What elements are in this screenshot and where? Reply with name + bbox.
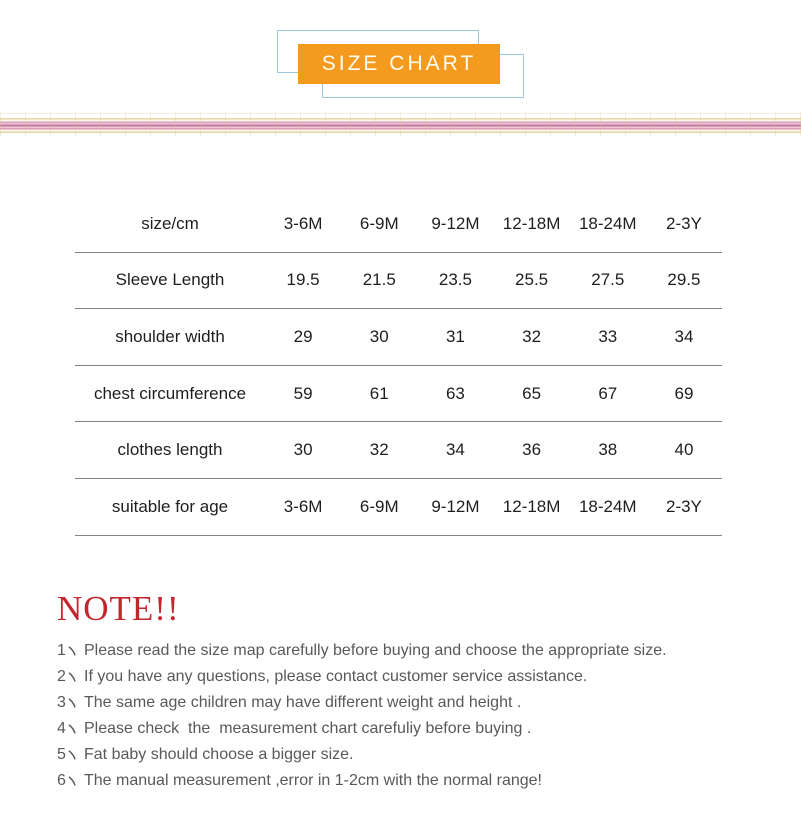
note-number: 4: [57, 719, 84, 739]
note-number: 2: [57, 667, 84, 687]
note-text: Please read the size map carefully before buying and choose the appropriate size.: [84, 642, 667, 659]
note-list: [57, 641, 757, 797]
ideographic-comma-icon: [68, 724, 77, 734]
note-text: Please check the measurement chart carefuliy before buying .: [84, 720, 532, 737]
decorative-stripe-divider: [0, 112, 801, 136]
size-table: [75, 196, 722, 536]
note-text: The same age children may have different weight and height .: [84, 694, 522, 711]
table-cell: 21.5: [362, 270, 396, 290]
table-cell: 32: [369, 440, 389, 460]
row-label: suitable for age: [111, 496, 229, 516]
note-item: [57, 745, 757, 765]
note-item: [57, 693, 757, 713]
note-text: The manual measurement ,error in 1-2cm with the normal range!: [84, 772, 542, 789]
note-number: 3: [57, 693, 84, 713]
row-label: shoulder width: [115, 326, 225, 346]
table-cell: 31: [445, 326, 465, 346]
table-cell: 67: [598, 383, 618, 403]
ideographic-comma-icon: [68, 698, 77, 708]
table-cell: 30: [369, 326, 389, 346]
table-cell: 59: [293, 383, 313, 403]
table-cell: 19.5: [286, 270, 320, 290]
note-item: [57, 771, 757, 791]
note-heading: NOTE!!: [57, 589, 180, 628]
table-cell: 3-6M: [283, 496, 323, 516]
table-cell: 63: [445, 383, 465, 403]
table-cell: 12-18M: [502, 213, 561, 233]
table-cell: 38: [598, 440, 618, 460]
table-cell: 29: [293, 326, 313, 346]
table-row-shoulder-width: [75, 309, 722, 366]
ideographic-comma-icon: [68, 672, 77, 682]
ideographic-comma-icon: [68, 646, 77, 656]
table-row-clothes-length: [75, 422, 722, 479]
note-text: If you have any questions, please contact customer service assistance.: [84, 668, 588, 685]
note-text: Fat baby should choose a bigger size.: [84, 746, 354, 763]
table-cell: 9-12M: [431, 496, 480, 516]
note-number: 5: [57, 745, 84, 765]
table-cell: 33: [598, 326, 618, 346]
note-item: [57, 719, 757, 739]
table-cell: 65: [522, 383, 542, 403]
size-chart-banner: [298, 44, 500, 84]
note-number: 1: [57, 641, 84, 661]
table-cell: 2-3Y: [665, 213, 702, 233]
ideographic-comma-icon: [68, 750, 77, 760]
table-cell: 69: [674, 383, 694, 403]
row-label: Sleeve Length: [115, 270, 225, 290]
note-number: 6: [57, 771, 84, 791]
table-cell: 30: [293, 440, 313, 460]
row-label: chest circumference: [93, 383, 247, 403]
table-row-chest-circumference: [75, 366, 722, 423]
table-row-sleeve-length: [75, 253, 722, 310]
table-cell: 29.5: [667, 270, 701, 290]
table-cell: 61: [369, 383, 389, 403]
note-item: [57, 667, 757, 687]
note-item: [57, 641, 757, 661]
table-cell: 6-9M: [359, 213, 399, 233]
row-label: size/cm: [141, 213, 199, 233]
table-cell: 18-24M: [578, 496, 637, 516]
row-label: clothes length: [117, 440, 223, 460]
table-cell: 23.5: [438, 270, 472, 290]
table-cell: 32: [522, 326, 542, 346]
table-cell: 27.5: [591, 270, 625, 290]
table-row-suitable-age: [75, 479, 722, 536]
table-cell: 18-24M: [578, 213, 637, 233]
table-cell: 36: [522, 440, 542, 460]
table-cell: 40: [674, 440, 694, 460]
table-cell: 3-6M: [283, 213, 323, 233]
table-cell: 34: [674, 326, 694, 346]
table-cell: 12-18M: [502, 496, 561, 516]
table-row-header: [75, 196, 722, 253]
table-cell: 6-9M: [359, 496, 399, 516]
ideographic-comma-icon: [68, 776, 77, 786]
size-chart-title: SIZE CHART: [321, 52, 477, 75]
table-cell: 9-12M: [431, 213, 480, 233]
table-cell: 25.5: [515, 270, 549, 290]
table-cell: 34: [445, 440, 465, 460]
size-chart-header: [0, 0, 801, 160]
table-cell: 2-3Y: [665, 496, 702, 516]
